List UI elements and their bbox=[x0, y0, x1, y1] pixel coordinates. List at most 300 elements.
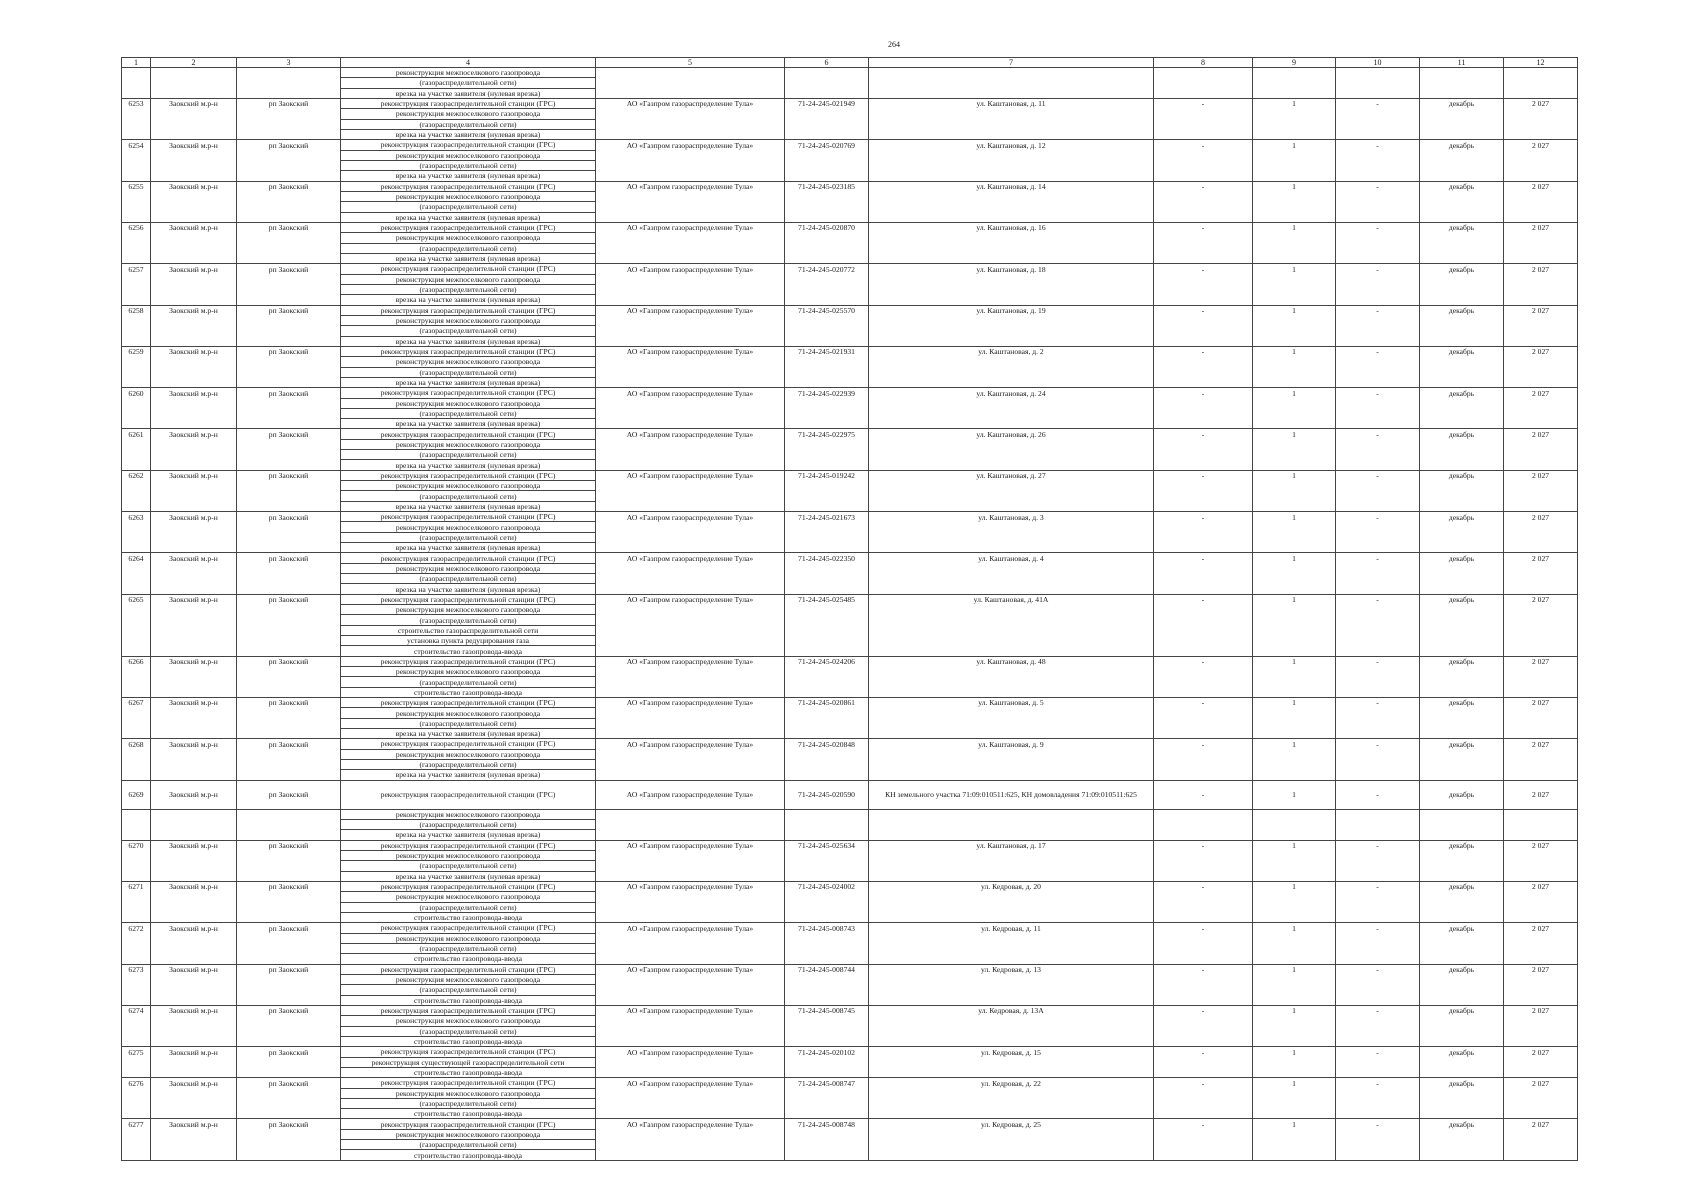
cell-code: 71-24-245-020772 bbox=[785, 264, 869, 274]
cell-address bbox=[869, 150, 1154, 160]
cell-code: 71-24-245-008745 bbox=[785, 1005, 869, 1015]
table-row bbox=[122, 780, 1578, 809]
work-continuation-row bbox=[122, 439, 1578, 449]
cell-settlement bbox=[237, 871, 341, 881]
cell-col9 bbox=[1253, 819, 1336, 829]
cell-header-10: 10 bbox=[1336, 58, 1420, 68]
cell-col10 bbox=[1336, 408, 1420, 418]
cell-org: АО «Газпром газораспределение Тула» bbox=[596, 1119, 785, 1129]
cell-num bbox=[122, 902, 151, 912]
cell-work: реконструкция межпоселкового газопровода bbox=[341, 357, 596, 367]
cell-district bbox=[151, 1109, 237, 1119]
work-continuation-row bbox=[122, 160, 1578, 170]
cell-year: 2 027 bbox=[1504, 780, 1578, 809]
cell-month bbox=[1420, 718, 1504, 728]
cell-work: реконструкция межпоселкового газопровода bbox=[341, 191, 596, 201]
cell-settlement bbox=[237, 912, 341, 922]
cell-year: 2 027 bbox=[1504, 346, 1578, 356]
work-continuation-row bbox=[122, 729, 1578, 739]
cell-month bbox=[1420, 336, 1504, 346]
cell-num bbox=[122, 501, 151, 511]
work-continuation-row bbox=[122, 871, 1578, 881]
cell-code bbox=[785, 233, 869, 243]
cell-month bbox=[1420, 439, 1504, 449]
cell-num bbox=[122, 830, 151, 840]
cell-col9: 1 bbox=[1253, 964, 1336, 974]
cell-num: 6269 bbox=[122, 780, 151, 809]
cell-code bbox=[785, 749, 869, 759]
cell-work: реконструкция газораспределительной станции (ГРС) bbox=[341, 470, 596, 480]
cell-col9: 1 bbox=[1253, 1078, 1336, 1088]
cell-col9 bbox=[1253, 584, 1336, 594]
cell-col9: 1 bbox=[1253, 512, 1336, 522]
cell-address bbox=[869, 481, 1154, 491]
cell-year bbox=[1504, 1057, 1578, 1067]
cell-district bbox=[151, 212, 237, 222]
cell-num bbox=[122, 749, 151, 759]
cell-col10: - bbox=[1336, 1119, 1420, 1129]
work-continuation-row bbox=[122, 563, 1578, 573]
cell-year bbox=[1504, 636, 1578, 646]
cell-org bbox=[596, 625, 785, 635]
cell-col10 bbox=[1336, 1026, 1420, 1036]
cell-code: 71-24-245-025485 bbox=[785, 594, 869, 604]
cell-year bbox=[1504, 253, 1578, 263]
cell-district bbox=[151, 819, 237, 829]
cell-code bbox=[785, 202, 869, 212]
cell-month bbox=[1420, 861, 1504, 871]
cell-code bbox=[785, 943, 869, 953]
cell-district bbox=[151, 584, 237, 594]
cell-month bbox=[1420, 1150, 1504, 1160]
cell-num: 6270 bbox=[122, 840, 151, 850]
cell-col10 bbox=[1336, 1150, 1420, 1160]
cell-address: ул. Каштановая, д. 17 bbox=[869, 840, 1154, 850]
cell-address bbox=[869, 109, 1154, 119]
cell-num bbox=[122, 646, 151, 656]
cell-work: строительство газопровода-ввода bbox=[341, 1150, 596, 1160]
cell-header-4: 4 bbox=[341, 58, 596, 68]
cell-settlement bbox=[237, 636, 341, 646]
cell-work: реконструкция газораспределительной станции (ГРС) bbox=[341, 881, 596, 891]
cell-col10 bbox=[1336, 109, 1420, 119]
cell-month bbox=[1420, 574, 1504, 584]
cell-code bbox=[785, 119, 869, 129]
cell-settlement: рп Заокский bbox=[237, 656, 341, 666]
cell-settlement bbox=[237, 284, 341, 294]
cell-col9 bbox=[1253, 367, 1336, 377]
cell-num: 6268 bbox=[122, 739, 151, 749]
cell-code bbox=[785, 274, 869, 284]
work-continuation-row bbox=[122, 574, 1578, 584]
cell-col10 bbox=[1336, 68, 1420, 78]
cell-month bbox=[1420, 109, 1504, 119]
cell-district bbox=[151, 419, 237, 429]
cell-org bbox=[596, 532, 785, 542]
work-continuation-row bbox=[122, 861, 1578, 871]
cell-district bbox=[151, 1057, 237, 1067]
cell-col8: - bbox=[1154, 881, 1253, 891]
cell-settlement bbox=[237, 1088, 341, 1098]
cell-col10 bbox=[1336, 954, 1420, 964]
cell-org bbox=[596, 819, 785, 829]
cell-code bbox=[785, 367, 869, 377]
cell-col9 bbox=[1253, 830, 1336, 840]
cell-work: врезка на участке заявителя (нулевая врезка) bbox=[341, 770, 596, 780]
cell-work: реконструкция межпоселкового газопровода bbox=[341, 809, 596, 819]
cell-work: реконструкция газораспределительной станции (ГРС) bbox=[341, 553, 596, 563]
cell-address bbox=[869, 119, 1154, 129]
cell-num bbox=[122, 1140, 151, 1150]
cell-num bbox=[122, 1088, 151, 1098]
cell-col10: - bbox=[1336, 388, 1420, 398]
cell-col10 bbox=[1336, 481, 1420, 491]
cell-month bbox=[1420, 171, 1504, 181]
cell-col9 bbox=[1253, 1088, 1336, 1098]
work-continuation-row bbox=[122, 677, 1578, 687]
cell-col8 bbox=[1154, 770, 1253, 780]
cell-settlement bbox=[237, 1036, 341, 1046]
cell-work: (газораспределительной сети) bbox=[341, 615, 596, 625]
cell-address bbox=[869, 718, 1154, 728]
cell-col8 bbox=[1154, 850, 1253, 860]
cell-work: строительство газопровода-ввода bbox=[341, 954, 596, 964]
cell-work: установка пункта редуцирования газа bbox=[341, 636, 596, 646]
cell-work: реконструкция межпоселкового газопровода bbox=[341, 563, 596, 573]
cell-month bbox=[1420, 625, 1504, 635]
table-row bbox=[122, 698, 1578, 708]
cell-col10 bbox=[1336, 284, 1420, 294]
cell-year: 2 027 bbox=[1504, 1047, 1578, 1057]
cell-year bbox=[1504, 646, 1578, 656]
work-continuation-row bbox=[122, 419, 1578, 429]
cell-settlement bbox=[237, 419, 341, 429]
cell-address bbox=[869, 253, 1154, 263]
cell-work: (газораспределительной сети) bbox=[341, 326, 596, 336]
table-row bbox=[122, 181, 1578, 191]
cell-district bbox=[151, 191, 237, 201]
cell-month bbox=[1420, 274, 1504, 284]
cell-header-3: 3 bbox=[237, 58, 341, 68]
cell-num bbox=[122, 481, 151, 491]
cell-address: ул. Кедровая, д. 15 bbox=[869, 1047, 1154, 1057]
cell-year: 2 027 bbox=[1504, 512, 1578, 522]
cell-work: реконструкция газораспределительной станции (ГРС) bbox=[341, 346, 596, 356]
cell-org bbox=[596, 974, 785, 984]
cell-address bbox=[869, 243, 1154, 253]
cell-col9 bbox=[1253, 522, 1336, 532]
cell-num bbox=[122, 68, 151, 78]
cell-address bbox=[869, 954, 1154, 964]
cell-work: (газораспределительной сети) bbox=[341, 408, 596, 418]
cell-address bbox=[869, 1016, 1154, 1026]
cell-col9 bbox=[1253, 460, 1336, 470]
cell-month: декабрь bbox=[1420, 388, 1504, 398]
cell-code bbox=[785, 315, 869, 325]
work-continuation-row bbox=[122, 830, 1578, 840]
cell-code bbox=[785, 933, 869, 943]
cell-col9 bbox=[1253, 253, 1336, 263]
cell-org: АО «Газпром газораспределение Тула» bbox=[596, 881, 785, 891]
cell-month bbox=[1420, 646, 1504, 656]
cell-year: 2 027 bbox=[1504, 1119, 1578, 1129]
work-continuation-row bbox=[122, 202, 1578, 212]
cell-work: врезка на участке заявителя (нулевая врезка) bbox=[341, 129, 596, 139]
cell-district: Заокский м.р-н bbox=[151, 698, 237, 708]
cell-org bbox=[596, 1067, 785, 1077]
cell-district bbox=[151, 460, 237, 470]
cell-year bbox=[1504, 171, 1578, 181]
cell-col9 bbox=[1253, 687, 1336, 697]
cell-code: 71-24-245-022975 bbox=[785, 429, 869, 439]
cell-org bbox=[596, 943, 785, 953]
cell-address bbox=[869, 625, 1154, 635]
cell-address bbox=[869, 212, 1154, 222]
cell-address bbox=[869, 861, 1154, 871]
cell-num bbox=[122, 974, 151, 984]
cell-num bbox=[122, 367, 151, 377]
cell-col8 bbox=[1154, 646, 1253, 656]
cell-header-8: 8 bbox=[1154, 58, 1253, 68]
cell-col10: - bbox=[1336, 346, 1420, 356]
work-continuation-row bbox=[122, 974, 1578, 984]
cell-org bbox=[596, 274, 785, 284]
cell-district bbox=[151, 646, 237, 656]
work-continuation-row bbox=[122, 1129, 1578, 1139]
work-continuation-row bbox=[122, 759, 1578, 769]
cell-col8: - bbox=[1154, 429, 1253, 439]
cell-col10: - bbox=[1336, 140, 1420, 150]
cell-num bbox=[122, 398, 151, 408]
cell-work: (газораспределительной сети) bbox=[341, 119, 596, 129]
cell-col8 bbox=[1154, 985, 1253, 995]
cell-org: АО «Газпром газораспределение Тула» bbox=[596, 739, 785, 749]
cell-code: 71-24-245-020870 bbox=[785, 222, 869, 232]
cell-work: (газораспределительной сети) bbox=[341, 943, 596, 953]
cell-num bbox=[122, 78, 151, 88]
cell-district: Заокский м.р-н bbox=[151, 881, 237, 891]
cell-address bbox=[869, 367, 1154, 377]
cell-address bbox=[869, 770, 1154, 780]
cell-col10 bbox=[1336, 749, 1420, 759]
cell-district bbox=[151, 78, 237, 88]
cell-year: 2 027 bbox=[1504, 739, 1578, 749]
cell-year bbox=[1504, 398, 1578, 408]
cell-col10 bbox=[1336, 646, 1420, 656]
cell-address bbox=[869, 687, 1154, 697]
cell-address bbox=[869, 491, 1154, 501]
cell-month bbox=[1420, 1088, 1504, 1098]
cell-code bbox=[785, 636, 869, 646]
cell-month bbox=[1420, 708, 1504, 718]
cell-month: декабрь bbox=[1420, 346, 1504, 356]
cell-address bbox=[869, 202, 1154, 212]
cell-year bbox=[1504, 830, 1578, 840]
cell-district: Заокский м.р-н bbox=[151, 1047, 237, 1057]
cell-col8 bbox=[1154, 1150, 1253, 1160]
cell-num: 6254 bbox=[122, 140, 151, 150]
cell-district bbox=[151, 625, 237, 635]
cell-district: Заокский м.р-н bbox=[151, 98, 237, 108]
cell-settlement bbox=[237, 326, 341, 336]
cell-col9 bbox=[1253, 1140, 1336, 1150]
work-continuation-row bbox=[122, 902, 1578, 912]
cell-code bbox=[785, 954, 869, 964]
cell-org bbox=[596, 677, 785, 687]
cell-month bbox=[1420, 563, 1504, 573]
cell-code bbox=[785, 326, 869, 336]
cell-district: Заокский м.р-н bbox=[151, 840, 237, 850]
cell-work: (газораспределительной сети) bbox=[341, 718, 596, 728]
cell-num bbox=[122, 171, 151, 181]
cell-year bbox=[1504, 129, 1578, 139]
cell-org bbox=[596, 253, 785, 263]
cell-year bbox=[1504, 1098, 1578, 1108]
cell-work: (газораспределительной сети) bbox=[341, 532, 596, 542]
cell-work: реконструкция газораспределительной станции (ГРС) bbox=[341, 1078, 596, 1088]
cell-col10 bbox=[1336, 367, 1420, 377]
cell-work: реконструкция газораспределительной станции (ГРС) bbox=[341, 264, 596, 274]
cell-district bbox=[151, 274, 237, 284]
cell-work: реконструкция газораспределительной станции (ГРС) bbox=[341, 181, 596, 191]
cell-month bbox=[1420, 902, 1504, 912]
cell-month bbox=[1420, 1140, 1504, 1150]
cell-work: (газораспределительной сети) bbox=[341, 902, 596, 912]
cell-district bbox=[151, 202, 237, 212]
cell-year: 2 027 bbox=[1504, 140, 1578, 150]
cell-num bbox=[122, 336, 151, 346]
cell-num bbox=[122, 770, 151, 780]
cell-code bbox=[785, 1098, 869, 1108]
cell-col9 bbox=[1253, 636, 1336, 646]
work-continuation-row bbox=[122, 892, 1578, 902]
cell-work: реконструкция межпоселкового газопровода bbox=[341, 233, 596, 243]
cell-settlement bbox=[237, 1098, 341, 1108]
cell-year bbox=[1504, 284, 1578, 294]
cell-district bbox=[151, 326, 237, 336]
cell-num: 6271 bbox=[122, 881, 151, 891]
cell-district bbox=[151, 1036, 237, 1046]
work-continuation-row bbox=[122, 171, 1578, 181]
cell-num: 6261 bbox=[122, 429, 151, 439]
cell-address bbox=[869, 667, 1154, 677]
cell-col8 bbox=[1154, 830, 1253, 840]
cell-org bbox=[596, 377, 785, 387]
cell-org bbox=[596, 419, 785, 429]
work-continuation-row bbox=[122, 408, 1578, 418]
cell-org bbox=[596, 605, 785, 615]
cell-num bbox=[122, 625, 151, 635]
cell-code bbox=[785, 419, 869, 429]
cell-work: реконструкция межпоселкового газопровода bbox=[341, 109, 596, 119]
cell-col9 bbox=[1253, 450, 1336, 460]
cell-col9 bbox=[1253, 481, 1336, 491]
cell-code bbox=[785, 243, 869, 253]
cell-work: реконструкция газораспределительной станции (ГРС) bbox=[341, 140, 596, 150]
cell-org bbox=[596, 109, 785, 119]
cell-month bbox=[1420, 532, 1504, 542]
cell-org bbox=[596, 450, 785, 460]
work-continuation-row bbox=[122, 1057, 1578, 1067]
cell-col10 bbox=[1336, 419, 1420, 429]
cell-org bbox=[596, 522, 785, 532]
cell-org bbox=[596, 284, 785, 294]
cell-code: 71-24-245-008743 bbox=[785, 923, 869, 933]
cell-col9 bbox=[1253, 398, 1336, 408]
cell-col10 bbox=[1336, 574, 1420, 584]
cell-settlement: рп Заокский bbox=[237, 140, 341, 150]
cell-district bbox=[151, 315, 237, 325]
cell-address bbox=[869, 274, 1154, 284]
cell-num bbox=[122, 667, 151, 677]
cell-settlement bbox=[237, 481, 341, 491]
cell-year bbox=[1504, 584, 1578, 594]
cell-district bbox=[151, 408, 237, 418]
cell-org bbox=[596, 809, 785, 819]
cell-num bbox=[122, 718, 151, 728]
cell-col9 bbox=[1253, 129, 1336, 139]
work-continuation-row bbox=[122, 1088, 1578, 1098]
cell-work: врезка на участке заявителя (нулевая врезка) bbox=[341, 336, 596, 346]
cell-month bbox=[1420, 749, 1504, 759]
cell-num: 6267 bbox=[122, 698, 151, 708]
cell-month bbox=[1420, 357, 1504, 367]
cell-year bbox=[1504, 625, 1578, 635]
work-continuation-row bbox=[122, 274, 1578, 284]
cell-address bbox=[869, 871, 1154, 881]
work-continuation-row bbox=[122, 336, 1578, 346]
cell-address bbox=[869, 295, 1154, 305]
cell-settlement: рп Заокский bbox=[237, 388, 341, 398]
cell-code bbox=[785, 912, 869, 922]
cell-address: ул. Каштановая, д. 26 bbox=[869, 429, 1154, 439]
cell-district bbox=[151, 501, 237, 511]
cell-settlement: рп Заокский bbox=[237, 305, 341, 315]
work-continuation-row bbox=[122, 1098, 1578, 1108]
table-row bbox=[122, 140, 1578, 150]
cell-district bbox=[151, 1067, 237, 1077]
cell-num bbox=[122, 850, 151, 860]
cell-month bbox=[1420, 1057, 1504, 1067]
cell-col8 bbox=[1154, 377, 1253, 387]
cell-year: 2 027 bbox=[1504, 264, 1578, 274]
cell-col9 bbox=[1253, 274, 1336, 284]
cell-year: 2 027 bbox=[1504, 98, 1578, 108]
cell-num bbox=[122, 202, 151, 212]
cell-code bbox=[785, 718, 869, 728]
cell-district bbox=[151, 954, 237, 964]
cell-year bbox=[1504, 718, 1578, 728]
cell-month: декабрь bbox=[1420, 264, 1504, 274]
cell-district bbox=[151, 749, 237, 759]
cell-year bbox=[1504, 667, 1578, 677]
cell-col9 bbox=[1253, 729, 1336, 739]
cell-work: реконструкция межпоселкового газопровода bbox=[341, 150, 596, 160]
cell-month bbox=[1420, 284, 1504, 294]
cell-settlement bbox=[237, 491, 341, 501]
cell-address bbox=[869, 129, 1154, 139]
cell-col10 bbox=[1336, 1067, 1420, 1077]
cell-address: ул. Кедровая, д. 13 bbox=[869, 964, 1154, 974]
cell-col8 bbox=[1154, 284, 1253, 294]
cell-work: (газораспределительной сети) bbox=[341, 819, 596, 829]
cell-address bbox=[869, 985, 1154, 995]
cell-settlement: рп Заокский bbox=[237, 923, 341, 933]
cell-month: декабрь bbox=[1420, 1005, 1504, 1015]
cell-district bbox=[151, 1140, 237, 1150]
cell-address bbox=[869, 78, 1154, 88]
cell-work: реконструкция газораспределительной станции (ГРС) bbox=[341, 1047, 596, 1057]
